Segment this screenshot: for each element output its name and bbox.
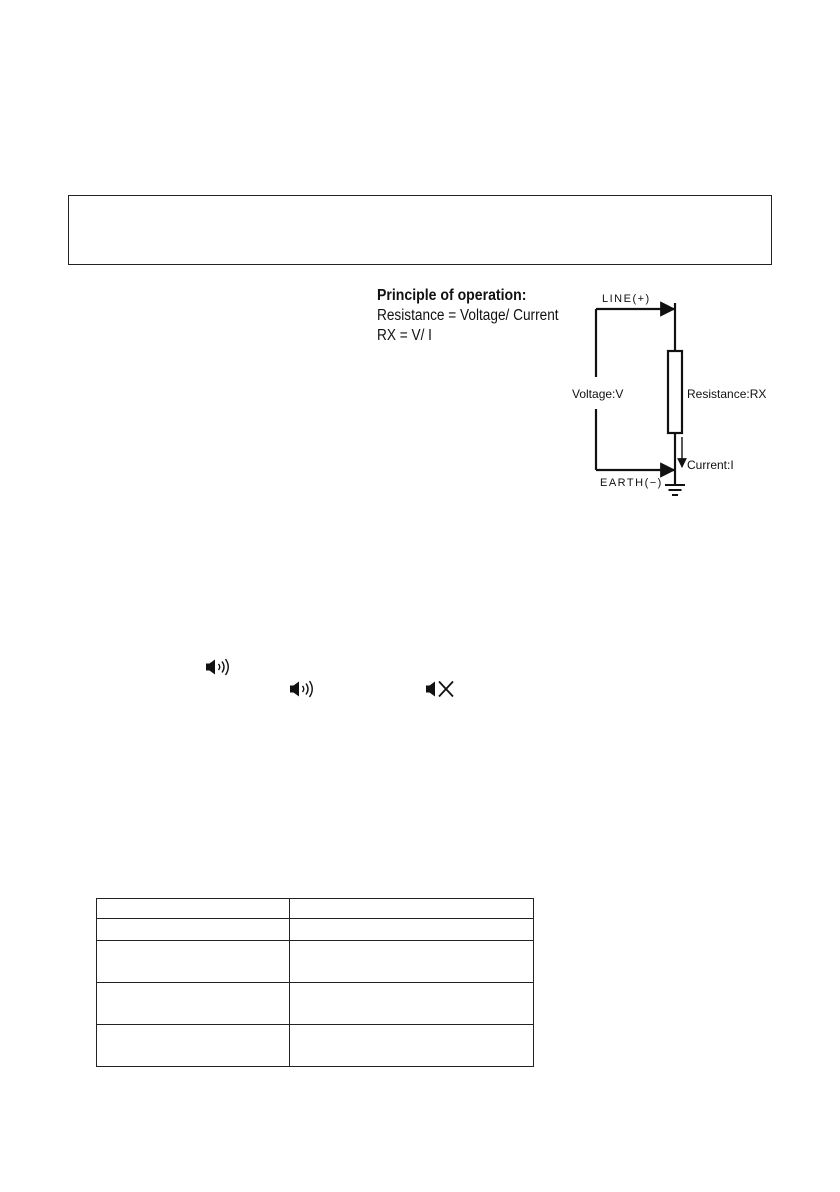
principle-title: Principle of operation: [377,287,527,304]
table-cell [97,941,290,983]
table-cell [97,899,290,919]
table-cell [97,1025,290,1067]
table-cell [290,899,534,919]
resistance-label: Resistance:RX [687,387,767,401]
table-cell [97,919,290,941]
table-row [97,919,534,941]
table-row [97,899,534,919]
table-cell [290,1025,534,1067]
table-row [97,1025,534,1067]
resistor-symbol [668,351,682,433]
speaker-sound-icon [205,657,233,677]
table-cell [290,983,534,1025]
circuit-diagram [560,285,780,505]
notice-box [68,195,772,265]
principle-formula-symbolic: RX = V/ I [377,327,432,344]
table-cell [97,983,290,1025]
current-label: Current:I [687,458,734,472]
voltage-label: Voltage:V [572,387,624,401]
speaker-sound-icon [289,679,317,699]
speaker-mute-icon [425,679,457,699]
table-row [97,941,534,983]
table-cell [290,941,534,983]
table-row [97,983,534,1025]
earth-label: EARTH(−) [600,477,663,489]
spec-table [96,898,534,1067]
principle-formula-text: Resistance = Voltage/ Current [377,307,559,324]
table-cell [290,919,534,941]
line-label: LINE(+) [602,293,651,305]
